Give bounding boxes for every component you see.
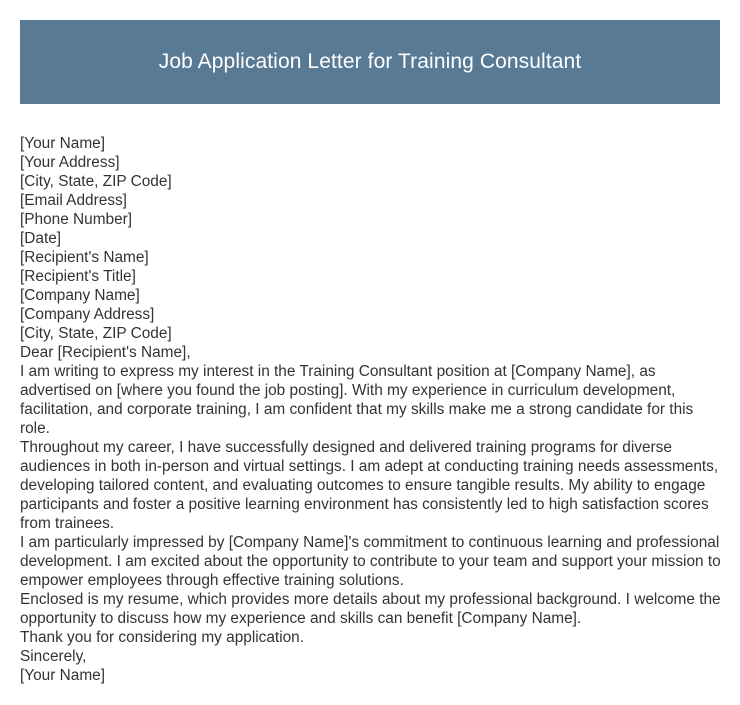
paragraph-experience: Throughout my career, I have successfully designed and delivered training programs for diverse audiences in both in-person and virtual settings. I am adept at conducting training needs assessments, developing tailored content, and evaluating outcomes to ensure tangible results. My ability to engage participants and foster a positive learning environment has consistently led to high satisfaction scores from trainees.: [20, 439, 719, 532]
letter-body: [20, 134, 722, 685]
paragraph-company: I am particularly impressed by [Company Name]'s commitment to continuous learning and professional development. I am excited about the opportunity to contribute to your team and support your mission to empower employees through effective training solutions.: [20, 534, 721, 589]
closing: Sincerely,: [20, 648, 87, 665]
page-title: Job Application Letter for Training Consultant: [158, 50, 582, 73]
recipient-title: [Recipient's Title]: [20, 268, 136, 285]
letter-date: [Date]: [20, 230, 62, 247]
sender-phone: [Phone Number]: [20, 211, 133, 228]
title-banner: [20, 20, 720, 104]
paragraph-interest: I am writing to express my interest in the Training Consultant position at [Company Name], as advertised on [where you found the job posting]. With my experience in curriculum development, facilitation, and corporate training, I am confident that my skills make me a strong candidate for this role.: [20, 363, 694, 437]
recipient-company: [Company Name]: [20, 287, 140, 304]
recipient-company-address: [Company Address]: [20, 306, 155, 323]
recipient-city-state-zip: [City, State, ZIP Code]: [20, 325, 172, 342]
signature: [Your Name]: [20, 667, 105, 684]
sender-address: [Your Address]: [20, 154, 120, 171]
sender-name: [Your Name]: [20, 135, 105, 152]
recipient-name: [Recipient's Name]: [20, 249, 149, 266]
paragraph-thanks: Thank you for considering my application.: [20, 629, 305, 646]
sender-city-state-zip: [City, State, ZIP Code]: [20, 173, 172, 190]
paragraph-enclosure: Enclosed is my resume, which provides more details about my professional background. I welcome the opportunity to discuss how my experience and skills can benefit [Company Name].: [20, 591, 721, 627]
salutation: Dear [Recipient's Name],: [20, 344, 191, 361]
sender-email: [Email Address]: [20, 192, 127, 209]
